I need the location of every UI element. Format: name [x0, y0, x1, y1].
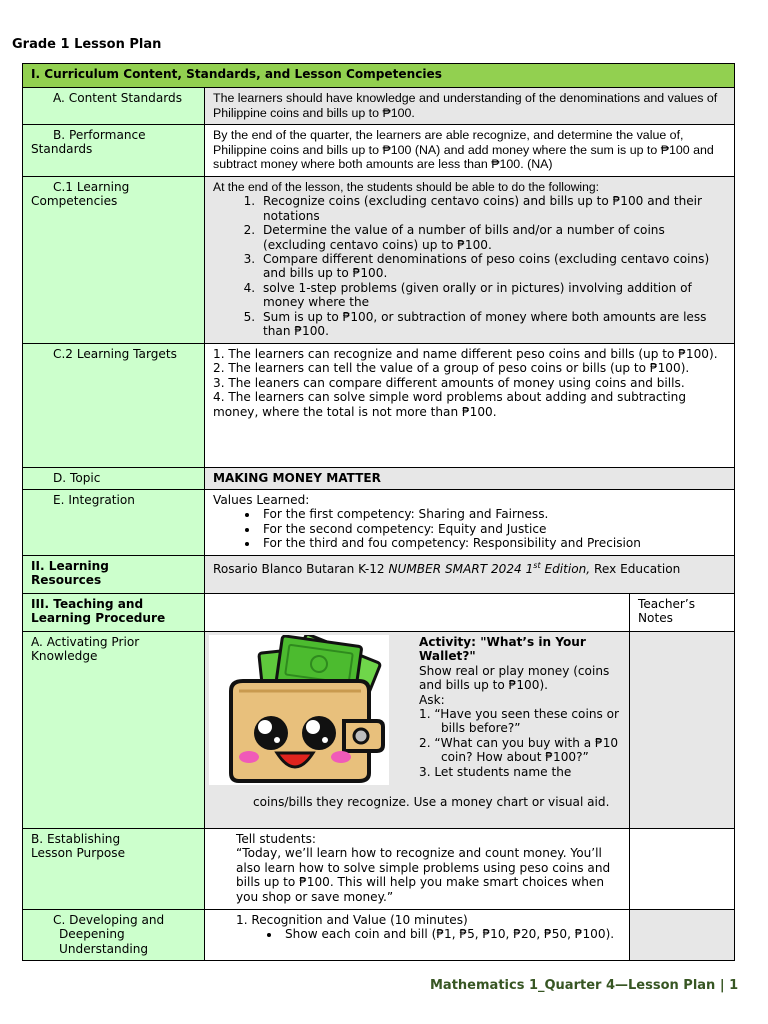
- activating-knowledge-label: A. Activating Prior Knowledge: [23, 632, 205, 829]
- activity-instruction: Show real or play money (coins and bills up to ₱100).: [419, 663, 610, 693]
- content-standards-text: The learners should have knowledge and understanding of the denominations and values of Philippine coins and bills up to ₱100.: [205, 88, 735, 125]
- performance-standards-label: B. Performance Standards: [23, 125, 205, 177]
- activating-knowledge-row: [23, 632, 735, 829]
- learning-targets-row: [23, 344, 735, 468]
- topic-label: D. Topic: [23, 468, 205, 490]
- establishing-intro: Tell students:: [236, 832, 316, 846]
- list-item: 3. Compare different denominations of peso coins (excluding centavo coins) and bills up to ₱100.: [259, 252, 726, 281]
- content-standards-label: A. Content Standards: [23, 88, 205, 125]
- learning-competencies-label: C.1 Learning Competencies: [23, 177, 205, 344]
- learning-resources-row: [23, 556, 735, 594]
- teaching-procedure-row: [23, 594, 735, 632]
- values-list: [213, 507, 726, 550]
- competencies-intro: At the end of the lesson, the students should be able to do the following:: [213, 180, 599, 194]
- activating-knowledge-content: [205, 632, 630, 829]
- developing-understanding-label: C. Developing and Deepening Understanding: [23, 910, 205, 961]
- section1-header-row: [23, 64, 735, 88]
- list-item: 1. Recognize coins (excluding centavo coins) and bills up to ₱100 and their notations: [259, 194, 726, 223]
- performance-standards-text: By the end of the quarter, the learners are able recognize, and determine the value of, Philippine coins and bills up to ₱100 (NA) and add money where the sum is up to ₱100 and subtract money where both amounts are less than ₱100. (NA): [205, 125, 735, 177]
- list-item: • For the third and fou competency: Responsibility and Precision: [259, 536, 726, 550]
- teaching-procedure-blank: [205, 594, 630, 632]
- content-standards-row: [23, 88, 735, 125]
- list-item: 4. solve 1-step problems (given orally or in pictures) involving addition of money where the: [259, 281, 726, 310]
- activity-title: Activity: "What’s in Your Wallet?": [419, 635, 586, 664]
- learning-competencies-content: [205, 177, 735, 344]
- learning-competencies-row: [23, 177, 735, 344]
- integration-label: E. Integration: [23, 490, 205, 556]
- list-item: 5. Sum is up to ₱100, or subtraction of money where both amounts are less than ₱100.: [259, 310, 726, 339]
- ask-questions: [419, 707, 619, 765]
- values-intro: Values Learned:: [213, 493, 310, 507]
- ask-question-3-prefix: 3. Let students name the: [419, 764, 572, 779]
- list-item: 3. The leaners can compare different amounts of money using coins and bills.: [213, 375, 685, 390]
- list-item: 1. “Have you seen these coins or bills before?”: [419, 707, 620, 736]
- learning-resources-text: Rosario Blanco Butaran K-12 NUMBER SMART 2024 1st Edition, Rex Education: [205, 556, 735, 594]
- list-item: 2. The learners can tell the value of a group of peso coins or bills (up to ₱100).: [213, 361, 690, 376]
- integration-content: [205, 490, 735, 556]
- section1-header: I. Curriculum Content, Standards, and Lesson Competencies: [23, 64, 735, 88]
- list-item: 4. The learners can solve simple word problems about adding and subtracting money, where the total is not more than ₱100.: [213, 390, 687, 419]
- wallet-icon: [209, 635, 389, 785]
- list-item: • For the second competency: Equity and Justice: [259, 522, 726, 536]
- performance-standards-row: [23, 125, 735, 177]
- developing-step: 1. Recognition and Value (10 minutes): [236, 913, 468, 927]
- list-item: • Show each coin and bill (₱1, ₱5, ₱10, ₱20, ₱50, ₱100).: [281, 927, 621, 941]
- establishing-purpose-content: [205, 829, 630, 910]
- page-footer: Mathematics 1_Quarter 4—Lesson Plan | 1: [430, 978, 739, 993]
- wallet-illustration: [209, 635, 389, 785]
- document-title: Grade 1 Lesson Plan: [12, 37, 162, 52]
- teaching-procedure-label: III. Teaching and Learning Procedure: [23, 594, 205, 632]
- learning-targets-content: [205, 344, 735, 468]
- establishing-purpose-row: [23, 829, 735, 910]
- developing-understanding-content: [205, 910, 630, 961]
- teachers-notes-header: Teacher’s Notes: [630, 594, 735, 632]
- list-item: 2. Determine the value of a number of bills and/or a number of coins (excluding centavo coins) up to ₱100.: [259, 223, 726, 252]
- list-item: • For the first competency: Sharing and Fairness.: [259, 507, 726, 521]
- ask-label: Ask:: [419, 692, 445, 707]
- page-number: 1: [729, 978, 739, 993]
- competencies-list: [213, 194, 726, 338]
- lesson-plan-table: [22, 63, 735, 961]
- integration-row: [23, 490, 735, 556]
- developing-bullets: [236, 927, 621, 941]
- list-item: 2. “What can you buy with a ₱10 coin? How about ₱100?”: [419, 735, 619, 765]
- developing-notes: [630, 910, 735, 961]
- topic-row: [23, 468, 735, 490]
- activity-text: [419, 635, 619, 779]
- ask-question-3-rest: coins/bills they recognize. Use a money chart or visual aid.: [253, 795, 610, 809]
- list-item: 1. The learners can recognize and name different peso coins and bills (up to ₱100).: [213, 347, 718, 361]
- establishing-purpose-label: B. Establishing Lesson Purpose: [23, 829, 205, 910]
- developing-understanding-row: [23, 910, 735, 961]
- topic-text: MAKING MONEY MATTER: [205, 468, 735, 490]
- establishing-quote: “Today, we’ll learn how to recognize and count money. You’ll also learn how to solve simple problems using peso coins and bills up to ₱100. This will help you make smart choices when you shop or save money.”: [236, 846, 611, 904]
- learning-targets-label: C.2 Learning Targets: [23, 344, 205, 468]
- learning-resources-label: II. Learning Resources: [23, 556, 205, 594]
- activating-notes: [630, 632, 735, 829]
- establishing-notes: [630, 829, 735, 910]
